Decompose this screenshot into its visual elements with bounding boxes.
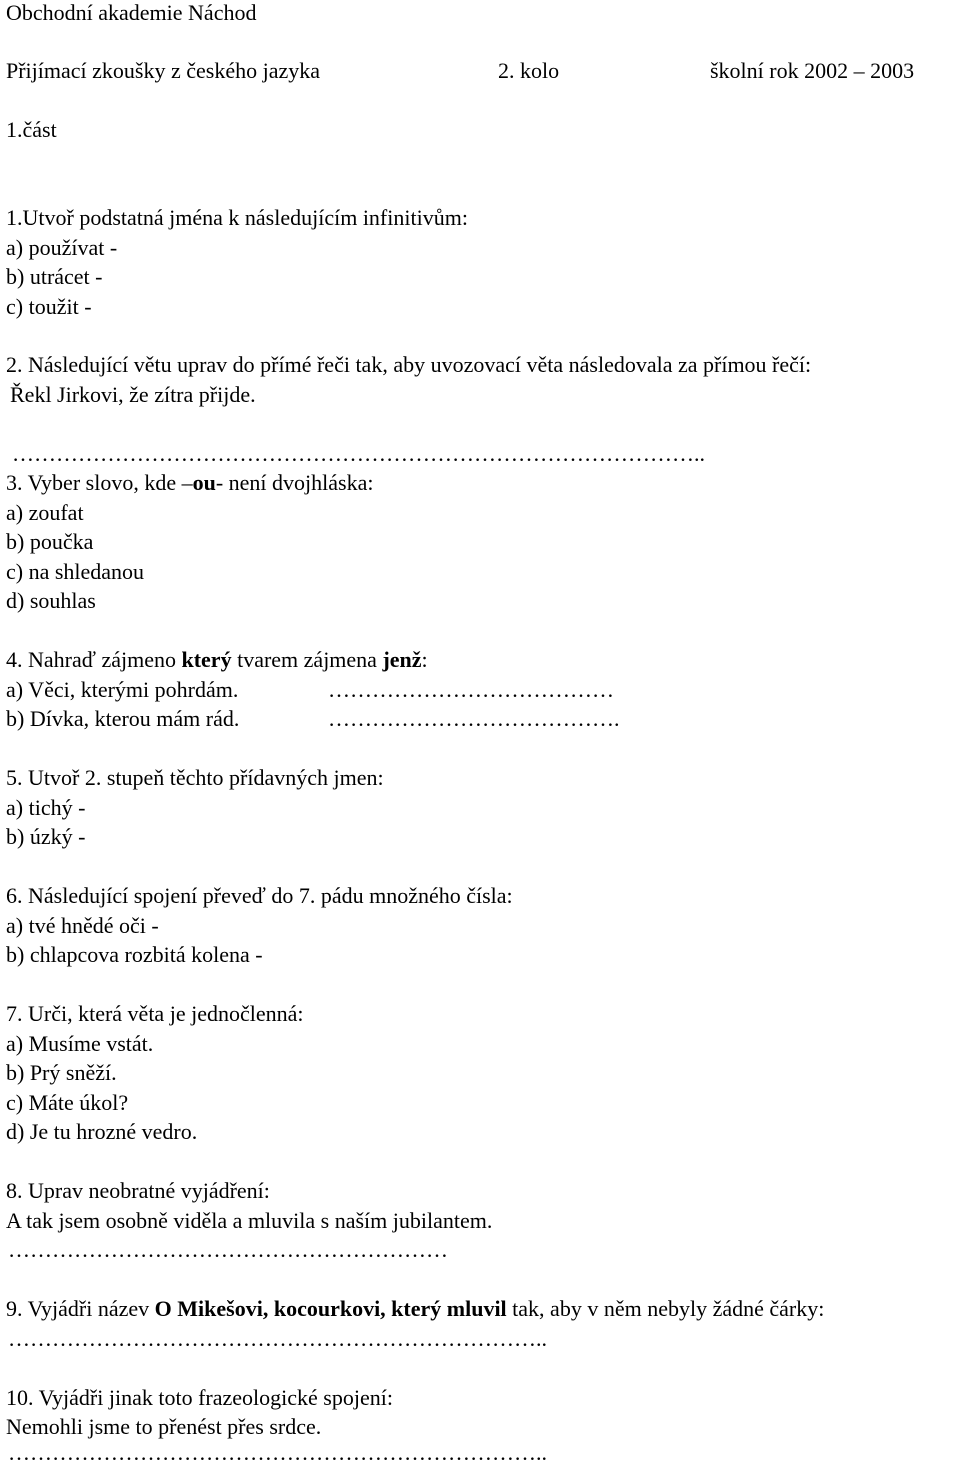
q3-option-d: d) souhlas xyxy=(6,588,96,613)
q3-option-b: b) poučka xyxy=(6,529,94,554)
q9-answer-line: ……………………………………………………………….. xyxy=(8,1326,547,1351)
q7-option-b: b) Prý sněží. xyxy=(6,1060,117,1085)
q3-prompt-post: - není dvojhláska: xyxy=(215,470,374,495)
q2-sentence: Řekl Jirkovi, že zítra přijde. xyxy=(10,382,256,407)
q6-prompt: 6. Následující spojení převeď do 7. pádu množného čísla: xyxy=(6,883,513,908)
q5-prompt: 5. Utvoř 2. stupeň těchto přídavných jmen: xyxy=(6,765,384,790)
q4-prompt-bold-2: jenž xyxy=(382,647,422,672)
q4-option-b-answer-line: …………………………………. xyxy=(328,706,620,731)
q9-prompt-post: tak, aby v něm nebyly žádné čárky: xyxy=(512,1296,825,1321)
q4-option-a-answer-line: ………………………………… xyxy=(328,677,614,702)
q2-prompt: 2. Následující větu uprav do přímé řeči tak, aby uvozovací věta následovala za přímou řečí: xyxy=(6,352,812,377)
q4-prompt xyxy=(6,647,428,673)
q8-answer-line: …………………………………………………… xyxy=(8,1237,448,1262)
q10-sentence: Nemohli jsme to přenést přes srdce. xyxy=(6,1414,322,1439)
q3-prompt xyxy=(6,470,373,496)
q3-option-a: a) zoufat xyxy=(6,500,84,525)
q6-option-a: a) tvé hnědé oči - xyxy=(6,913,159,938)
q5-option-b: b) úzký - xyxy=(6,824,86,849)
q4-option-a: a) Věci, kterými pohrdám. xyxy=(6,677,239,702)
q8-sentence: A tak jsem osobně viděla a mluvila s naším jubilantem. xyxy=(6,1208,493,1233)
q4-prompt-3: : xyxy=(421,647,428,672)
q3-prompt-pre: 3. Vyber slovo, kde – xyxy=(6,470,193,495)
q10-answer-line: ……………………………………………………………….. xyxy=(8,1440,547,1465)
q10-prompt: 10. Vyjádři jinak toto frazeologické spojení: xyxy=(6,1385,393,1410)
q5-option-a: a) tichý - xyxy=(6,795,86,820)
q4-prompt-2: tvarem zájmena xyxy=(237,647,377,672)
q9-prompt xyxy=(6,1296,824,1322)
q1-prompt: 1.Utvoř podstatná jména k následujícím infinitivům: xyxy=(6,205,468,230)
school-name: Obchodní akademie Náchod xyxy=(6,0,257,25)
q4-prompt-bold-1: který xyxy=(181,647,232,672)
q3-prompt-bold: ou xyxy=(192,470,216,495)
q4-prompt-1: 4. Nahraď zájmeno xyxy=(6,647,176,672)
q7-option-d: d) Je tu hrozné vedro. xyxy=(6,1119,198,1144)
exam-round: 2. kolo xyxy=(498,58,560,83)
q3-option-c: c) na shledanou xyxy=(6,559,145,584)
q1-option-c: c) toužit - xyxy=(6,294,92,319)
q8-prompt: 8. Uprav neobratné vyjádření: xyxy=(6,1178,270,1203)
q6-option-b: b) chlapcova rozbitá kolena - xyxy=(6,942,263,967)
q9-prompt-pre: 9. Vyjádři název xyxy=(6,1296,150,1321)
q9-prompt-bold: O Mikešovi, kocourkovi, který mluvil xyxy=(154,1296,507,1321)
exam-title: Přijímací zkoušky z českého jazyka xyxy=(6,58,321,83)
q7-option-a: a) Musíme vstát. xyxy=(6,1031,154,1056)
school-year: školní rok 2002 – 2003 xyxy=(710,58,915,83)
q4-option-b: b) Dívka, kterou mám rád. xyxy=(6,706,240,731)
q1-option-b: b) utrácet - xyxy=(6,264,103,289)
q7-prompt: 7. Urči, která věta je jednočlenná: xyxy=(6,1001,304,1026)
q7-option-c: c) Máte úkol? xyxy=(6,1090,129,1115)
part-label: 1.část xyxy=(6,117,57,142)
q1-option-a: a) používat - xyxy=(6,235,118,260)
q2-answer-line: ………………………………………………………………………………….. xyxy=(12,441,705,466)
